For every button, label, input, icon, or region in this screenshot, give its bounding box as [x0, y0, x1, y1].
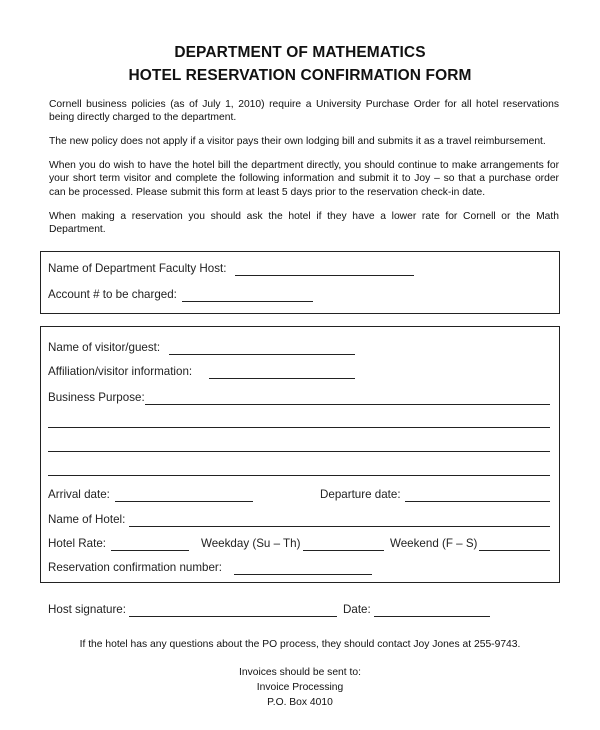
business-purpose-field[interactable] — [145, 404, 550, 405]
hotel-rate-label: Hotel Rate: — [48, 537, 106, 550]
host-signature-field[interactable] — [129, 616, 337, 617]
affiliation-field[interactable] — [209, 378, 355, 379]
faculty-host-field[interactable] — [235, 275, 414, 276]
account-label: Account # to be charged: — [48, 288, 177, 301]
invoices-heading: Invoices should be sent to: — [239, 667, 361, 678]
visitor-info-box — [40, 326, 560, 583]
visitor-name-label: Name of visitor/guest: — [48, 341, 161, 354]
signature-date-field[interactable] — [374, 616, 490, 617]
affiliation-label: Affiliation/visitor information: — [48, 365, 193, 378]
department-title: DEPARTMENT OF MATHEMATICS — [174, 44, 426, 61]
instructions-paragraph: When you do wish to have the hotel bill the department directly, you should continue to make arrangements for your short term visitor and complete the following information and submit it to Joy – so that a purchase order can be processed. Please submit this form at least 5 days prior to the reservation check-in date. — [49, 160, 559, 198]
business-purpose-label: Business Purpose: — [48, 391, 145, 404]
host-info-box — [40, 251, 560, 314]
hotel-name-field[interactable] — [129, 526, 550, 527]
po-box-line: P.O. Box 4010 — [267, 697, 333, 708]
hotel-rate-field[interactable] — [111, 550, 189, 551]
account-field[interactable] — [182, 301, 313, 302]
form-title: HOTEL RESERVATION CONFIRMATION FORM — [128, 67, 472, 84]
weekday-rate-field[interactable] — [303, 550, 384, 551]
hotel-name-label: Name of Hotel: — [48, 513, 126, 526]
faculty-host-label: Name of Department Faculty Host: — [48, 262, 227, 275]
visitor-name-field[interactable] — [169, 354, 355, 355]
lower-rate-paragraph: When making a reservation you should ask the hotel if they have a lower rate for Cornell or the Math Department. — [49, 211, 559, 236]
departure-date-field[interactable] — [405, 501, 550, 502]
departure-date-label: Departure date: — [320, 488, 401, 501]
weekend-rate-label: Weekend (F – S) — [390, 537, 478, 550]
host-signature-label: Host signature: — [48, 603, 126, 616]
signature-date-label: Date: — [343, 603, 371, 616]
business-purpose-line-3[interactable] — [48, 451, 550, 452]
arrival-date-field[interactable] — [115, 501, 253, 502]
confirmation-number-label: Reservation confirmation number: — [48, 561, 222, 574]
business-purpose-line-2[interactable] — [48, 427, 550, 428]
arrival-date-label: Arrival date: — [48, 488, 110, 501]
business-purpose-line-4[interactable] — [48, 475, 550, 476]
exception-paragraph: The new policy does not apply if a visitor pays their own lodging bill and submits it as a travel reimbursement. — [49, 136, 546, 147]
invoice-processing-line: Invoice Processing — [256, 682, 344, 693]
weekend-rate-field[interactable] — [479, 550, 550, 551]
policy-paragraph: Cornell business policies (as of July 1, 2010) require a University Purchase Order for all hotel reservations being directly charged to the department. — [49, 99, 559, 124]
po-contact-note: If the hotel has any questions about the PO process, they should contact Joy Jones at 255-9743. — [79, 639, 521, 650]
confirmation-number-field[interactable] — [234, 574, 372, 575]
weekday-rate-label: Weekday (Su – Th) — [201, 537, 301, 550]
